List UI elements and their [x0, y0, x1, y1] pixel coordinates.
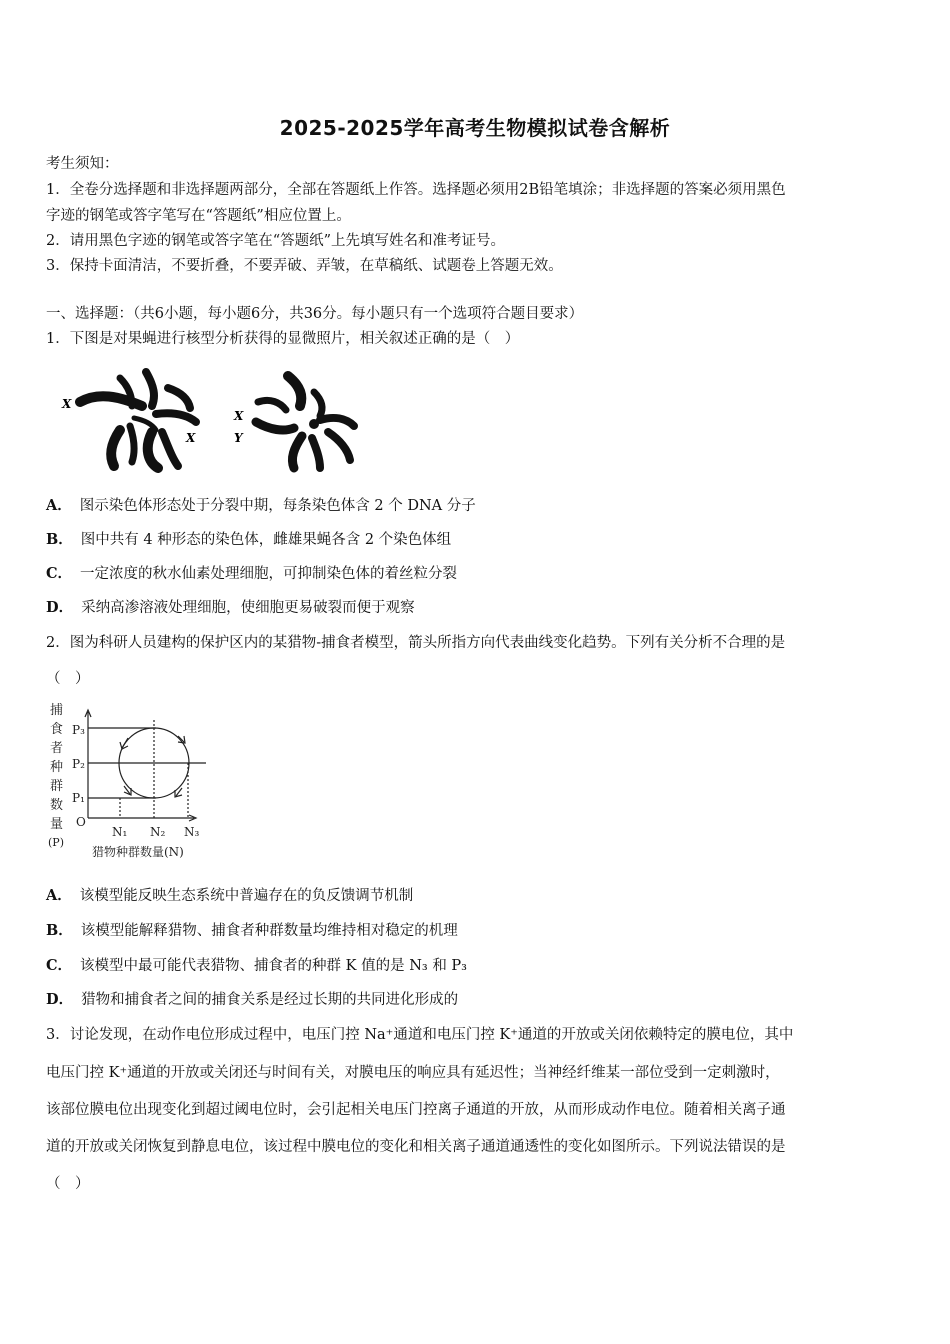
page-title: 2025-2025学年高考生物模拟试卷含解析 [279, 116, 671, 140]
option-key: B． [46, 922, 73, 939]
origin-label: O [76, 815, 86, 829]
n3-label: N₃ [184, 825, 200, 839]
option-text: 该模型中最可能代表猎物、捕食者的种群 K 值的是 N₃ 和 P₃ [80, 958, 467, 974]
n2-label: N₂ [150, 825, 166, 839]
p3-label: P₃ [72, 723, 85, 737]
q3-line: 该部位膜电位出现变化到超过阈电位时，会引起相关电压门控离子通道的开放，从而形成动作电位。随着相关离子通 [46, 1102, 786, 1118]
label-x: X [234, 409, 244, 423]
p1-label: P₁ [72, 791, 85, 805]
option-key: C． [46, 957, 73, 974]
option-text: 该模型能解释猎物、捕食者种群数量均维持相对稳定的机理 [80, 923, 458, 939]
ylabel-char: (P) [48, 836, 64, 849]
option-text: 采纳高渗溶液处理细胞，使细胞更易破裂而便于观察 [81, 600, 415, 616]
ylabel-char: 食 [50, 722, 64, 737]
ylabel-char: 捕 [50, 703, 64, 718]
ylabel-char: 种 [50, 760, 64, 775]
q3-line: （ ） [46, 1176, 90, 1192]
ylabel-char: 数 [50, 798, 64, 813]
karyotype-figure [58, 362, 378, 474]
q2-option-b [46, 919, 458, 940]
q2-option-c [46, 954, 467, 975]
ylabel-char: 量 [50, 817, 64, 832]
predator-prey-figure [46, 698, 221, 863]
label-x: X [186, 431, 196, 445]
notice-item: 1．全卷分选择题和非选择题两部分，全部在答题纸上作答。选择题必须用2B铅笔填涂；非选择题的答案必须用黑色 [46, 182, 786, 198]
n1-label: N₁ [112, 825, 128, 839]
p2-label: P₂ [72, 757, 85, 771]
q1-option-b [46, 528, 451, 549]
option-key: D． [46, 991, 74, 1008]
ylabel-char: 者 [50, 741, 64, 756]
q3-line: 3．讨论发现，在动作电位形成过程中，电压门控 Na⁺通道和电压门控 K⁺通道的开放或关闭依赖特定的膜电位，其中 [46, 1027, 794, 1043]
option-key: A． [46, 887, 72, 904]
option-text: 一定浓度的秋水仙素处理细胞，可抑制染色体的着丝粒分裂 [80, 566, 458, 582]
option-text: 图中共有 4 种形态的染色体，雌雄果蝇各含 2 个染色体组 [80, 532, 452, 548]
q1-option-d [46, 596, 415, 617]
q2-stem-paren: （ ） [46, 671, 90, 687]
option-key: D． [46, 599, 74, 616]
q1-option-c [46, 562, 457, 583]
label-y: Y [234, 431, 243, 445]
ylabel-char: 群 [50, 779, 64, 794]
option-text: 该模型能反映生态系统中普遍存在的负反馈调节机制 [79, 888, 414, 904]
label-x: X [62, 397, 72, 411]
q3-line: 道的开放或关闭恢复到静息电位，该过程中膜电位的变化和相关离子通道通透性的变化如图所示。下列说法错误的是 [46, 1139, 786, 1155]
q1-option-a [46, 494, 476, 515]
q2-option-a [46, 884, 413, 905]
q2-option-d [46, 988, 458, 1009]
section-heading: 一、选择题：（共6小题，每小题6分，共36分。每小题只有一个选项符合题目要求） [46, 306, 584, 322]
q1-stem: 1．下图是对果蝇进行核型分析获得的显微照片，相关叙述正确的是（ ） [46, 331, 520, 347]
option-text: 猎物和捕食者之间的捕食关系是经过长期的共同进化形成的 [81, 992, 459, 1008]
notice-item: 字迹的钢笔或答字笔写在“答题纸”相应位置上。 [46, 208, 351, 224]
notice-heading: 考生须知： [46, 156, 119, 172]
q2-stem: 2．图为科研人员建构的保护区内的某猎物-捕食者模型，箭头所指方向代表曲线变化趋势。下列有关分析不合理的是 [46, 635, 786, 651]
notice-item: 3．保持卡面清洁，不要折叠，不要弄破、弄皱，在草稿纸、试题卷上答题无效。 [46, 258, 563, 274]
option-text: 图示染色体形态处于分裂中期，每条染色体含 2 个 DNA 分子 [79, 498, 476, 514]
option-key: B． [46, 531, 73, 548]
notice-item: 2．请用黑色字迹的钢笔或答字笔在“答题纸”上先填写姓名和准考证号。 [46, 233, 506, 249]
xlabel: 猎物种群数量(N) [92, 845, 184, 859]
option-key: C． [46, 565, 73, 582]
q3-line: 电压门控 K⁺通道的开放或关闭还与时间有关，对膜电压的响应具有延迟性；当神经纤维某一部位受到一定刺激时， [46, 1065, 780, 1081]
option-key: A． [46, 497, 72, 514]
